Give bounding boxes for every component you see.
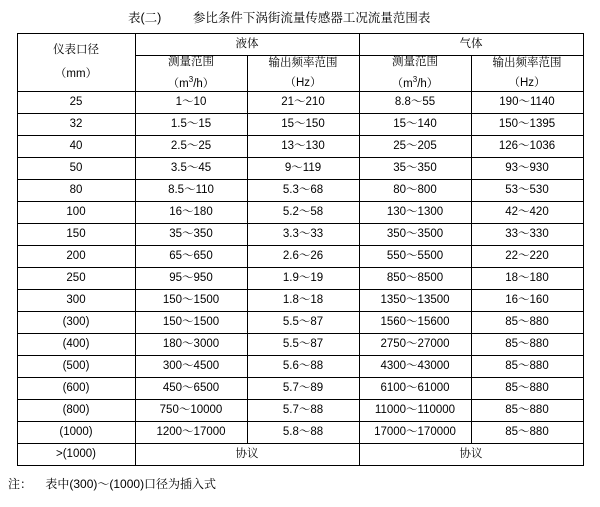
cell-liquid-range: 180～3000 xyxy=(135,334,247,356)
table-row xyxy=(17,202,583,224)
cell-liquid-protocol: 协议 xyxy=(135,444,359,466)
cell-diameter: 300 xyxy=(17,290,135,312)
cell-liquid-freq: 5.2～58 xyxy=(247,202,359,224)
table-row xyxy=(17,290,583,312)
cell-liquid-freq: 21～210 xyxy=(247,92,359,114)
header-liquid-freq-l2: （Hz） xyxy=(284,76,322,89)
cell-diameter: 100 xyxy=(17,202,135,224)
cell-gas-range: 130～1300 xyxy=(359,202,471,224)
header-diameter xyxy=(17,34,135,92)
cell-gas-range: 1560～15600 xyxy=(359,312,471,334)
header-liquid-freq xyxy=(247,56,359,92)
cell-liquid-freq: 1.8～18 xyxy=(247,290,359,312)
cell-gas-freq: 93～930 xyxy=(471,158,583,180)
cell-gas-range: 550～5500 xyxy=(359,246,471,268)
cell-diameter: 250 xyxy=(17,268,135,290)
cell-gas-freq: 85～880 xyxy=(471,422,583,444)
cell-liquid-range: 1200～17000 xyxy=(135,422,247,444)
table-row xyxy=(17,268,583,290)
cell-liquid-range: 3.5～45 xyxy=(135,158,247,180)
cell-gas-freq: 150～1395 xyxy=(471,114,583,136)
cell-liquid-range: 16～180 xyxy=(135,202,247,224)
header-gas-range-l1: 测量范围 xyxy=(392,56,438,68)
header-gas-freq-l1: 输出频率范围 xyxy=(492,57,562,70)
table-row-protocol xyxy=(17,444,583,466)
cell-liquid-range: 300～4500 xyxy=(135,356,247,378)
table-row xyxy=(17,356,583,378)
cell-diameter: (500) xyxy=(17,356,135,378)
cell-liquid-freq: 5.3～68 xyxy=(247,180,359,202)
table-row xyxy=(17,224,583,246)
header-diameter-line1: 仪表口径 xyxy=(53,43,99,56)
cell-diameter: (600) xyxy=(17,378,135,400)
cell-gas-freq: 33～330 xyxy=(471,224,583,246)
table-row xyxy=(17,136,583,158)
note-text: 表中(300)～(1000)口径为插入式 xyxy=(45,477,217,492)
unit-sup: 3 xyxy=(188,75,194,85)
unit-pre: （m xyxy=(167,78,189,91)
cell-gas-freq: 22～220 xyxy=(471,246,583,268)
cell-gas-range: 15～140 xyxy=(359,114,471,136)
cell-gas-range: 80～800 xyxy=(359,180,471,202)
cell-gas-freq: 42～420 xyxy=(471,202,583,224)
cell-diameter: 40 xyxy=(17,136,135,158)
cell-diameter: 50 xyxy=(17,158,135,180)
table-note xyxy=(0,475,600,492)
table-row xyxy=(17,180,583,202)
cell-liquid-range: 95～950 xyxy=(135,268,247,290)
cell-liquid-range: 1～10 xyxy=(135,92,247,114)
cell-diameter: (1000) xyxy=(17,422,135,444)
cell-liquid-freq: 5.5～87 xyxy=(247,312,359,334)
cell-gas-freq: 18～180 xyxy=(471,268,583,290)
header-gas-range xyxy=(359,56,471,92)
cell-gas-freq: 190～1140 xyxy=(471,92,583,114)
cell-diameter: 32 xyxy=(17,114,135,136)
cell-liquid-freq: 5.7～89 xyxy=(247,378,359,400)
cell-liquid-freq: 5.7～88 xyxy=(247,400,359,422)
cell-liquid-freq: 3.3～33 xyxy=(247,224,359,246)
cell-gas-range: 850～8500 xyxy=(359,268,471,290)
cell-gas-range: 25～205 xyxy=(359,136,471,158)
cell-gas-freq: 126～1036 xyxy=(471,136,583,158)
cell-diameter: >(1000) xyxy=(17,444,135,466)
cell-liquid-range: 150～1500 xyxy=(135,290,247,312)
header-liquid-freq-l1: 输出频率范围 xyxy=(268,57,338,70)
table-header-row-group xyxy=(17,34,583,56)
cell-liquid-freq: 1.9～19 xyxy=(247,268,359,290)
cell-liquid-freq: 2.6～26 xyxy=(247,246,359,268)
cell-liquid-range: 1.5～15 xyxy=(135,114,247,136)
cell-gas-freq: 85～880 xyxy=(471,378,583,400)
cell-gas-range: 35～350 xyxy=(359,158,471,180)
cell-gas-range: 17000～170000 xyxy=(359,422,471,444)
caption-label: 表(二) xyxy=(128,11,162,25)
cell-liquid-freq: 13～130 xyxy=(247,136,359,158)
cell-liquid-freq: 5.8～88 xyxy=(247,422,359,444)
cell-gas-protocol: 协议 xyxy=(359,444,583,466)
cell-diameter: 25 xyxy=(17,92,135,114)
cell-gas-freq: 53～530 xyxy=(471,180,583,202)
cell-liquid-freq: 9～119 xyxy=(247,158,359,180)
cell-gas-freq: 85～880 xyxy=(471,400,583,422)
cell-liquid-freq: 5.6～88 xyxy=(247,356,359,378)
cell-liquid-freq: 5.5～87 xyxy=(247,334,359,356)
note-label: 注： xyxy=(8,477,33,492)
unit-pre: （m xyxy=(391,78,413,91)
cell-gas-range: 11000～110000 xyxy=(359,400,471,422)
header-gas-freq-l2: （Hz） xyxy=(508,76,546,89)
cell-gas-freq: 85～880 xyxy=(471,334,583,356)
header-liquid-range-l2 xyxy=(136,75,247,91)
unit-sup: 3 xyxy=(412,75,418,85)
table-row xyxy=(17,422,583,444)
cell-gas-range: 1350～13500 xyxy=(359,290,471,312)
table-row xyxy=(17,114,583,136)
cell-liquid-range: 65～650 xyxy=(135,246,247,268)
table-row xyxy=(17,158,583,180)
cell-diameter: (300) xyxy=(17,312,135,334)
cell-liquid-freq: 15～150 xyxy=(247,114,359,136)
cell-liquid-range: 35～350 xyxy=(135,224,247,246)
table-row xyxy=(17,312,583,334)
header-liquid: 液体 xyxy=(135,34,359,56)
cell-liquid-range: 150～1500 xyxy=(135,312,247,334)
cell-liquid-range: 2.5～25 xyxy=(135,136,247,158)
table-row xyxy=(17,400,583,422)
cell-diameter: 80 xyxy=(17,180,135,202)
cell-gas-freq: 85～880 xyxy=(471,312,583,334)
unit-post: /h） xyxy=(193,78,215,91)
cell-gas-range: 6100～61000 xyxy=(359,378,471,400)
table-caption xyxy=(0,0,600,33)
cell-diameter: (400) xyxy=(17,334,135,356)
cell-diameter: 150 xyxy=(17,224,135,246)
caption-title: 参比条件下涡街流量传感器工况流量范围表 xyxy=(192,11,431,25)
header-gas-freq xyxy=(471,56,583,92)
cell-gas-range: 350～3500 xyxy=(359,224,471,246)
cell-gas-range: 4300～43000 xyxy=(359,356,471,378)
table-row xyxy=(17,378,583,400)
cell-gas-freq: 85～880 xyxy=(471,356,583,378)
cell-gas-freq: 16～160 xyxy=(471,290,583,312)
header-diameter-line2: （mm） xyxy=(54,68,98,81)
cell-liquid-range: 750～10000 xyxy=(135,400,247,422)
cell-diameter: 200 xyxy=(17,246,135,268)
cell-diameter: (800) xyxy=(17,400,135,422)
header-gas: 气体 xyxy=(359,34,583,56)
cell-liquid-range: 8.5～110 xyxy=(135,180,247,202)
flow-range-table xyxy=(17,33,584,466)
header-gas-range-l2 xyxy=(360,75,471,91)
table-row xyxy=(17,334,583,356)
header-liquid-range xyxy=(135,56,247,92)
unit-post: /h） xyxy=(417,78,439,91)
cell-gas-range: 8.8～55 xyxy=(359,92,471,114)
cell-gas-range: 2750～27000 xyxy=(359,334,471,356)
cell-liquid-range: 450～6500 xyxy=(135,378,247,400)
table-row xyxy=(17,92,583,114)
header-liquid-range-l1: 测量范围 xyxy=(168,56,214,68)
table-row xyxy=(17,246,583,268)
